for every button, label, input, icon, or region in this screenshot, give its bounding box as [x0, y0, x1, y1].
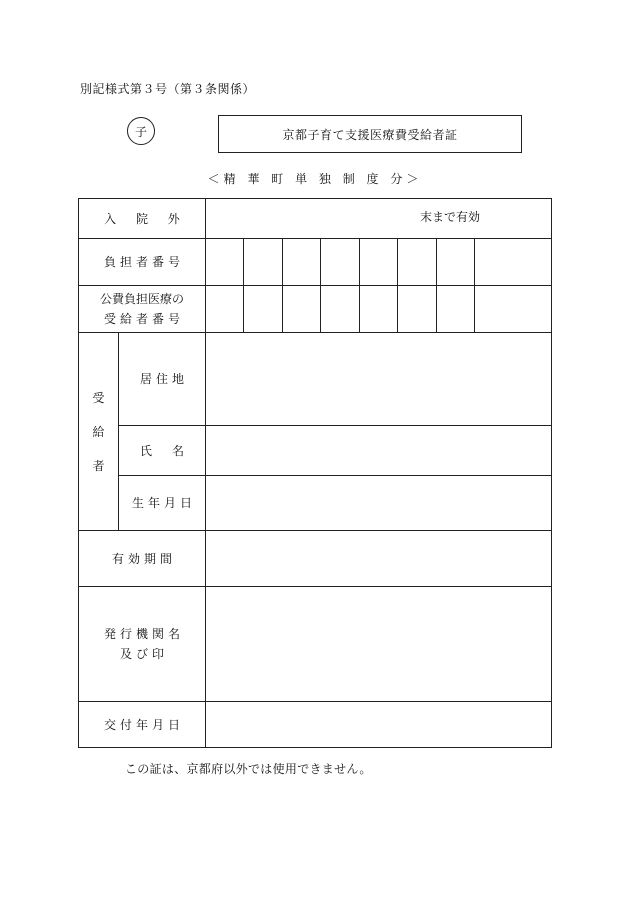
certificate-title: 京都子育て支援医療費受給者証 — [218, 115, 522, 153]
label-valid-period: 有効期間 — [111, 551, 176, 566]
usage-note: この証は、京都府以外では使用できません。 — [125, 762, 372, 776]
label-issuer-line1: 発行機関名 — [103, 627, 184, 641]
recipient-char-2: 給 — [92, 424, 105, 439]
recipient-char-1: 受 — [92, 390, 105, 405]
label-issuer-line2: 及び印 — [119, 647, 168, 661]
label-public-recipient-line2: 受給者番号 — [103, 312, 184, 326]
label-address: 居住地 — [139, 372, 188, 386]
label-birthdate: 生年月日 — [131, 496, 196, 510]
label-issuer — [79, 587, 205, 701]
label-name: 氏 名 — [139, 443, 188, 458]
label-payer-number: 負担者番号 — [103, 255, 184, 269]
program-subtitle: ＜精 華 町 単 独 制 度 分＞ — [207, 172, 423, 186]
label-public-recipient-number — [79, 286, 205, 332]
recipient-char-3: 者 — [92, 458, 105, 473]
label-issue-date: 交付年月日 — [103, 717, 184, 732]
label-outpatient: 入 院 外 — [104, 211, 188, 226]
label-public-recipient-line1: 公費負担医療の — [99, 292, 184, 306]
form-number-header: 別記様式第３号（第３条関係） — [80, 82, 256, 96]
label-recipient-group — [79, 333, 118, 530]
category-badge: 子 — [127, 117, 155, 145]
validity-text: 末まで有効 — [420, 210, 481, 224]
